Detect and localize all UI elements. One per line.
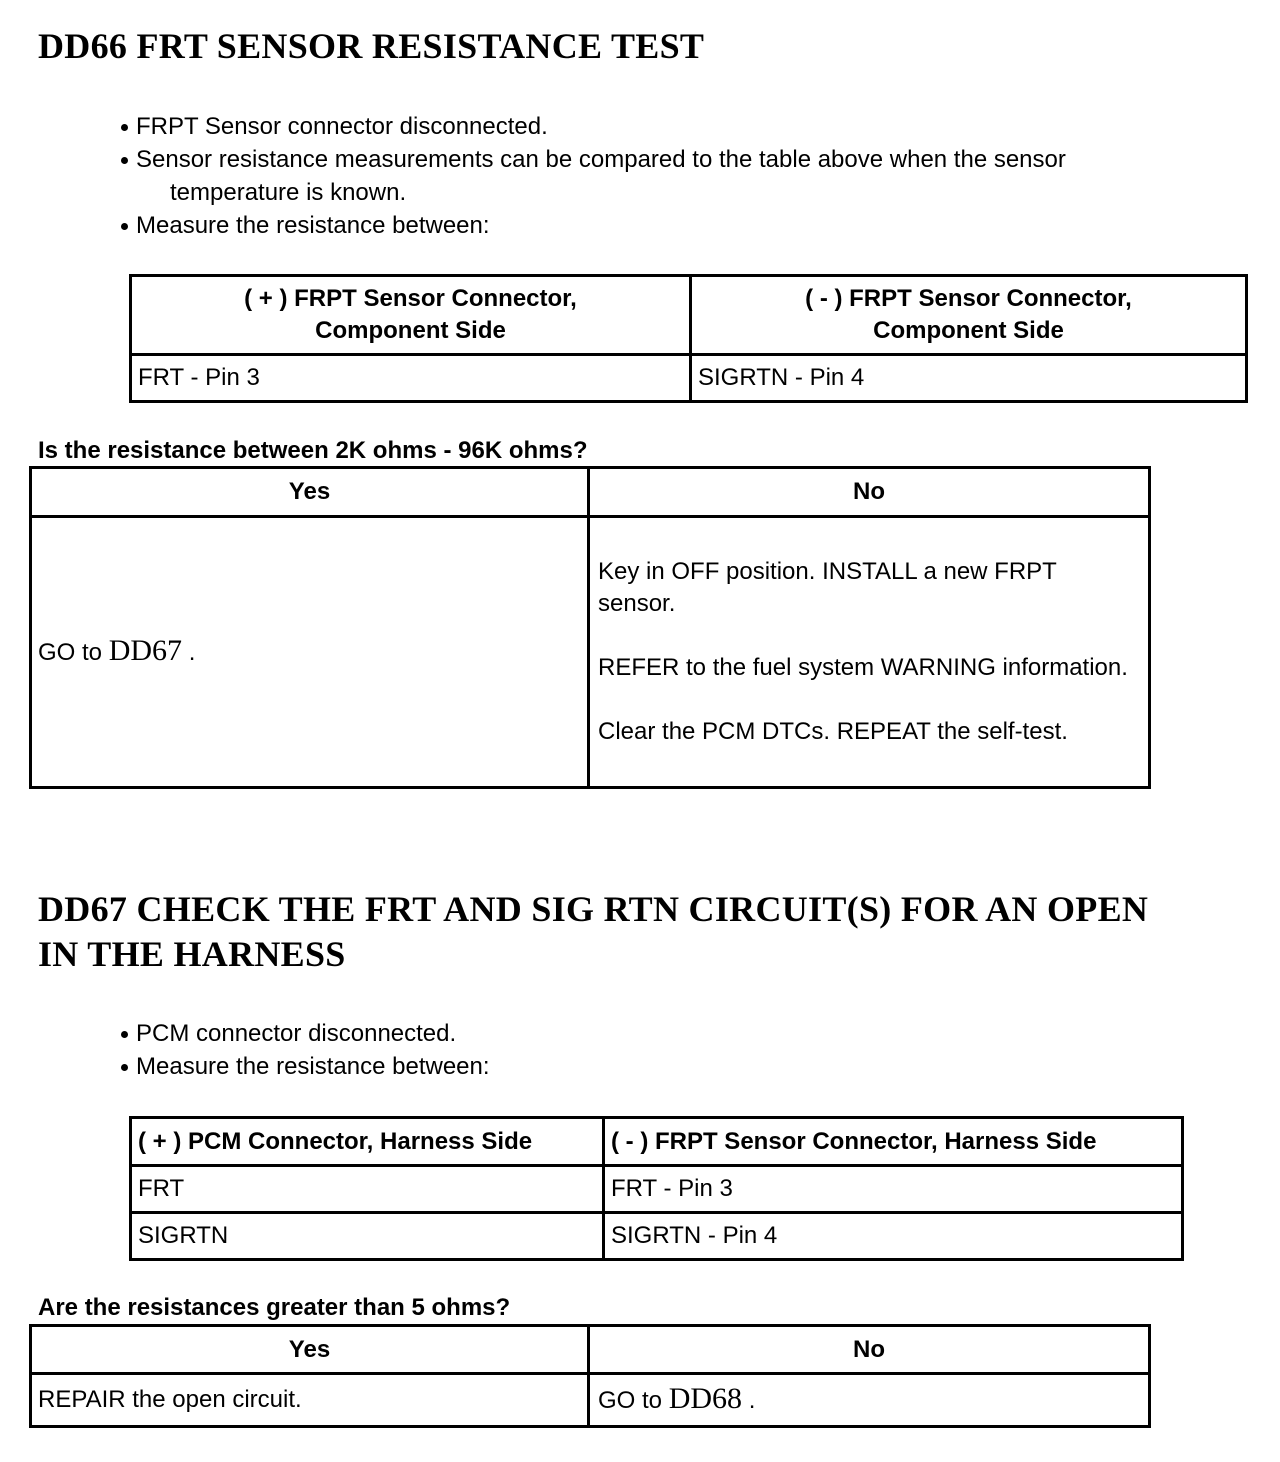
column-header-negative <box>691 276 1247 355</box>
no-header: No <box>589 468 1150 517</box>
yes-suffix: . <box>182 639 196 666</box>
table-cell: SIGRTN - Pin 4 <box>604 1213 1183 1260</box>
title-line: DD67 CHECK THE FRT AND SIG RTN CIRCUIT(S) FOR AN OPEN <box>38 889 1149 929</box>
bullet-text: Sensor resistance measurements can be compared to the table above when the sensor <box>136 146 1066 173</box>
table-cell: SIGRTN <box>131 1213 604 1260</box>
dd67-decision-table <box>29 1324 1151 1428</box>
column-header-negative: ( - ) FRPT Sensor Connector, Harness Side <box>604 1118 1183 1166</box>
dd67-link[interactable]: DD67 <box>108 634 183 667</box>
table-cell: FRT - Pin 3 <box>131 355 691 402</box>
header-text: Component Side <box>873 317 1064 344</box>
table-header-row <box>131 276 1247 355</box>
title-line: IN THE HARNESS <box>38 934 346 974</box>
no-suffix: . <box>742 1387 756 1414</box>
bullet-text: Measure the resistance between: <box>136 212 490 239</box>
dd66-decision-table <box>29 466 1151 789</box>
dd67-question: Are the resistances greater than 5 ohms? <box>38 1294 511 1321</box>
table-cell: FRT - Pin 3 <box>604 1166 1183 1213</box>
table-cell: SIGRTN - Pin 4 <box>691 355 1247 402</box>
yes-text: GO to <box>38 639 109 666</box>
dd66-bullet-list <box>118 110 1066 242</box>
dd66-title: DD66 FRT SENSOR RESISTANCE TEST <box>38 26 705 66</box>
dd67-measure-table <box>129 1116 1184 1261</box>
column-header-positive <box>131 276 691 355</box>
dd67-title <box>38 887 1148 977</box>
bullet-text: FRPT Sensor connector disconnected. <box>136 113 548 140</box>
table-row <box>131 1213 1183 1260</box>
no-cell <box>589 517 1150 788</box>
table-header-row <box>31 468 1150 517</box>
dd66-measure-table <box>129 274 1248 403</box>
header-text: Component Side <box>315 317 506 344</box>
bullet-text: PCM connector disconnected. <box>136 1020 457 1047</box>
table-row <box>131 355 1247 402</box>
table-row <box>131 1166 1183 1213</box>
no-cell <box>589 1374 1150 1427</box>
yes-cell <box>31 517 589 788</box>
yes-cell: REPAIR the open circuit. <box>31 1374 589 1427</box>
bullet-text-continued: temperature is known. <box>170 179 407 206</box>
yes-header: Yes <box>31 1326 589 1374</box>
table-row <box>31 517 1150 788</box>
no-paragraph: Clear the PCM DTCs. REPEAT the self-test. <box>598 718 1068 745</box>
list-item <box>118 1017 490 1050</box>
list-item <box>118 209 1066 242</box>
list-item <box>118 1050 490 1083</box>
dd68-link[interactable]: DD68 <box>668 1382 743 1415</box>
table-row <box>31 1374 1150 1427</box>
header-text: ( + ) FRPT Sensor Connector, <box>244 285 577 312</box>
dd67-bullet-list <box>118 1017 490 1083</box>
yes-header: Yes <box>31 468 589 517</box>
no-text: GO to <box>598 1387 669 1414</box>
column-header-positive: ( + ) PCM Connector, Harness Side <box>131 1118 604 1166</box>
dd66-question: Is the resistance between 2K ohms - 96K ohms? <box>38 437 588 464</box>
bullet-text: Measure the resistance between: <box>136 1053 490 1080</box>
no-header: No <box>589 1326 1150 1374</box>
table-cell: FRT <box>131 1166 604 1213</box>
table-header-row <box>131 1118 1183 1166</box>
header-text: ( - ) FRPT Sensor Connector, <box>805 285 1132 312</box>
no-paragraph: REFER to the fuel system WARNING information. <box>598 654 1128 681</box>
table-header-row <box>31 1326 1150 1374</box>
list-item <box>118 110 1066 143</box>
no-paragraph: Key in OFF position. INSTALL a new FRPT sensor. <box>598 558 1057 617</box>
list-item <box>118 143 1066 209</box>
